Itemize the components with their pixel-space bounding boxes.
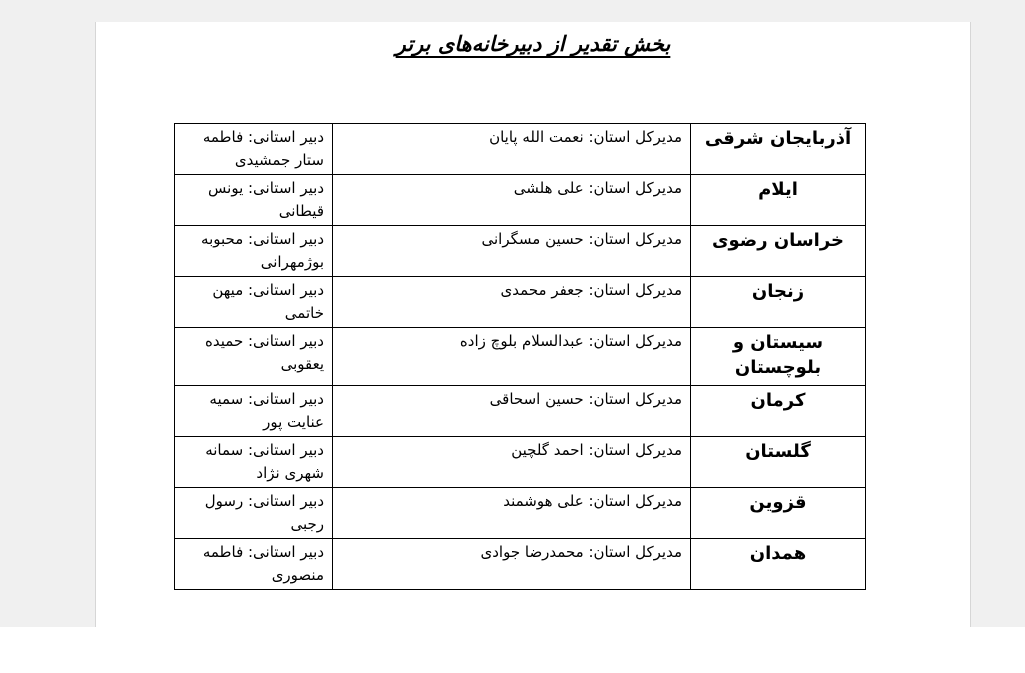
table-row	[175, 175, 866, 226]
director-cell: مدیرکل استان: علی هلشی	[333, 175, 691, 226]
secretary-cell: دبیر استانی: یونس قیطانی	[175, 175, 333, 226]
document-title: بخش تقدیر از دبیرخانه‌های برتر	[395, 32, 671, 56]
secretary-cell: دبیر استانی: میهن خاتمی	[175, 277, 333, 328]
table-row	[175, 124, 866, 175]
director-cell: مدیرکل استان: محمدرضا جوادی	[333, 539, 691, 590]
director-cell: مدیرکل استان: حسین مسگرانی	[333, 226, 691, 277]
province-cell: زنجان	[691, 277, 866, 328]
table-row	[175, 488, 866, 539]
document-page[interactable]	[95, 22, 971, 627]
secretary-cell: دبیر استانی: سمیه عنایت پور	[175, 386, 333, 437]
table-row	[175, 437, 866, 488]
secretary-cell: دبیر استانی: فاطمه ستار جمشیدی	[175, 124, 333, 175]
province-cell: خراسان رضوی	[691, 226, 866, 277]
director-cell: مدیرکل استان: نعمت الله پایان	[333, 124, 691, 175]
province-cell: همدان	[691, 539, 866, 590]
secretary-cell: دبیر استانی: محبوبه بوژمهرانی	[175, 226, 333, 277]
province-cell: سیستان و بلوچستان	[691, 328, 866, 386]
director-cell: مدیرکل استان: احمد گلچین	[333, 437, 691, 488]
province-cell: کرمان	[691, 386, 866, 437]
province-cell: گلستان	[691, 437, 866, 488]
secretary-cell: دبیر استانی: فاطمه منصوری	[175, 539, 333, 590]
director-cell: مدیرکل استان: جعفر محمدی	[333, 277, 691, 328]
director-cell: مدیرکل استان: علی هوشمند	[333, 488, 691, 539]
secretary-cell: دبیر استانی: سمانه شهری نژاد	[175, 437, 333, 488]
province-cell: آذربایجان شرقی	[691, 124, 866, 175]
table-row	[175, 277, 866, 328]
province-cell: قزوین	[691, 488, 866, 539]
province-cell: ایلام	[691, 175, 866, 226]
table-row	[175, 226, 866, 277]
secretary-cell: دبیر استانی: حمیده یعقوبی	[175, 328, 333, 386]
director-cell: مدیرکل استان: حسین اسحاقی	[333, 386, 691, 437]
table-row	[175, 328, 866, 386]
secretary-cell: دبیر استانی: رسول رجبی	[175, 488, 333, 539]
awards-table	[174, 123, 866, 590]
table-row	[175, 386, 866, 437]
director-cell: مدیرکل استان: عبدالسلام بلوچ زاده	[333, 328, 691, 386]
table-row	[175, 539, 866, 590]
